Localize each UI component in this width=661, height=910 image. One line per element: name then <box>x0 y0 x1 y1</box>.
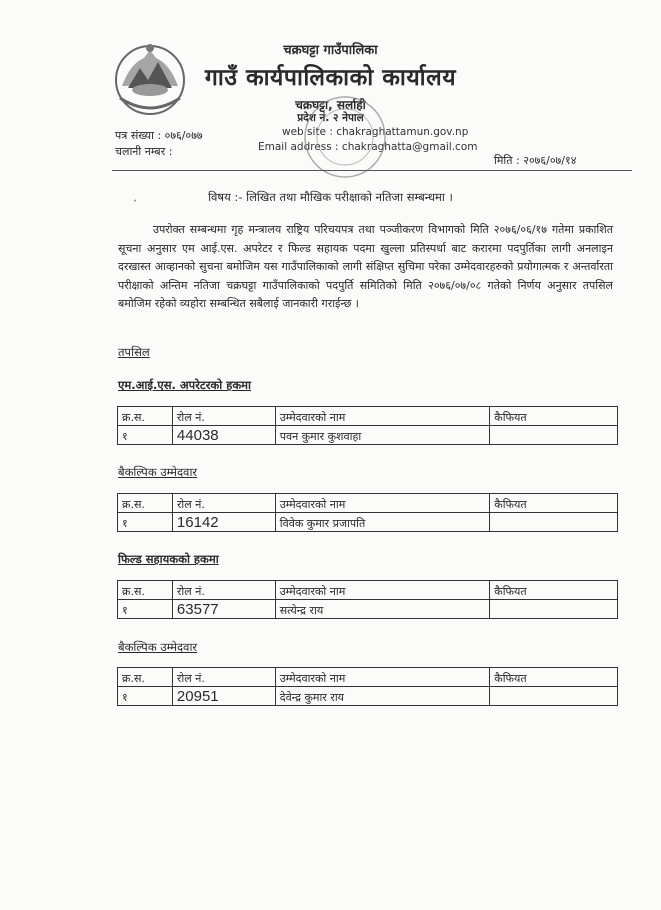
cell-roll: 20951 <box>172 687 275 706</box>
result-table <box>117 406 618 445</box>
office-name-small: चक्रघट्टा गाउँपालिका <box>283 43 378 58</box>
section-heading: बैकल्पिक उम्मेदवार <box>118 640 198 654</box>
header-name: उम्मेदवारको नाम <box>275 494 490 513</box>
letter-number: पत्र संख्या : ०७६/०७७ <box>115 129 203 142</box>
cell-roll: 63577 <box>172 600 275 619</box>
header-sn: क्र.स. <box>118 581 173 600</box>
subject-line: विषय :- लिखित तथा मौखिक परीक्षाको नतिजा सम्बन्धमा । <box>208 190 453 204</box>
office-name-title: गाउँ कार्यपालिकाको कार्यालय <box>204 65 457 91</box>
table-row <box>118 600 618 619</box>
tapasil-heading: तपसिल <box>118 345 150 359</box>
dispatch-number: चलानी नम्बर : <box>115 145 173 158</box>
cell-remarks <box>490 426 618 445</box>
cell-sn: १ <box>118 687 173 706</box>
section-heading: एम.आई.एस. अपरेटरको हकमा <box>118 378 252 392</box>
table-row <box>118 426 618 445</box>
cell-name: पवन कुमार कुशवाहा <box>275 426 490 445</box>
header-remarks: कैफियत <box>490 668 618 687</box>
table-row <box>118 513 618 532</box>
header-remarks: कैफियत <box>490 581 618 600</box>
table-header-row <box>118 581 618 600</box>
cell-remarks <box>490 513 618 532</box>
header-sn: क्र.स. <box>118 494 173 513</box>
header-sn: क्र.स. <box>118 668 173 687</box>
address-line2: प्रदेश नं. २ नेपाल <box>297 112 364 124</box>
header-roll: रोल नं. <box>172 407 275 426</box>
header-name: उम्मेदवारको नाम <box>275 407 490 426</box>
header-name: उम्मेदवारको नाम <box>275 668 490 687</box>
section-heading: फिल्ड सहायकको हकमा <box>118 552 219 566</box>
header-roll: रोल नं. <box>172 668 275 687</box>
cell-remarks <box>490 600 618 619</box>
header-name: उम्मेदवारको नाम <box>275 581 490 600</box>
cell-roll: 16142 <box>172 513 275 532</box>
cell-sn: १ <box>118 426 173 445</box>
body-paragraph: उपरोक्त सम्बन्धमा गृह मन्त्रालय राष्ट्रिय परिचयपत्र तथा पञ्जीकरण विभागको मिति २०७६/०६/१७ गतेमा प्रकाशित सूचना अनुसार एम आई.एस. अपरेटर र फिल्ड सहायक पदमा खुल्ला प्रतिस्पर्धा बाट करारमा पदपुर्तिका लागी अनलाइन दरखास्त आव्हानको सुचना बमोजिम यस गाउँपालिकाको लागी संक्षिप्त सुचिमा परेका उम्मेदवारहरुको प्रयोगात्मक र अन्तर्वारता परीक्षाको अन्तिम नतिजा चक्रघट्टा गाउँपालिकाको पदपुर्ति समितिको मिति २०७६/०७/०८ गतेको निर्णय अनुसार तपसिल बमोजिम रहेको व्यहोरा सम्बन्धित सबैलाई जानकारी गराईन्छ । <box>118 223 613 310</box>
table-row <box>118 687 618 706</box>
header-sn: क्र.स. <box>118 407 173 426</box>
cell-name: विवेक कुमार प्रजापति <box>275 513 490 532</box>
address-line1: चक्रघट्टा, सर्लाही <box>295 98 366 112</box>
header-remarks: कैफियत <box>490 494 618 513</box>
section-heading: बैकल्पिक उम्मेदवार <box>118 465 198 479</box>
cell-sn: १ <box>118 600 173 619</box>
header-roll: रोल नं. <box>172 494 275 513</box>
table-header-row <box>118 494 618 513</box>
result-table <box>117 667 618 706</box>
email-text: Email address : chakraghatta@gmail.com <box>258 141 478 153</box>
table-header-row <box>118 668 618 687</box>
website-text: web site : chakraghattamun.gov.np <box>282 126 469 138</box>
result-table <box>117 493 618 532</box>
cell-remarks <box>490 687 618 706</box>
cell-sn: १ <box>118 513 173 532</box>
table-header-row <box>118 407 618 426</box>
cell-name: देवेन्द्र कुमार राय <box>275 687 490 706</box>
header-remarks: कैफियत <box>490 407 618 426</box>
cell-name: सत्येन्द्र राय <box>275 600 490 619</box>
header-roll: रोल नं. <box>172 581 275 600</box>
office-seal-stamp <box>300 92 390 182</box>
header-divider <box>112 170 632 171</box>
tick-mark: ˏ <box>132 191 137 202</box>
result-table <box>117 580 618 619</box>
cell-roll: 44038 <box>172 426 275 445</box>
letter-date: मिति : २०७६/०७/१४ <box>494 154 577 167</box>
